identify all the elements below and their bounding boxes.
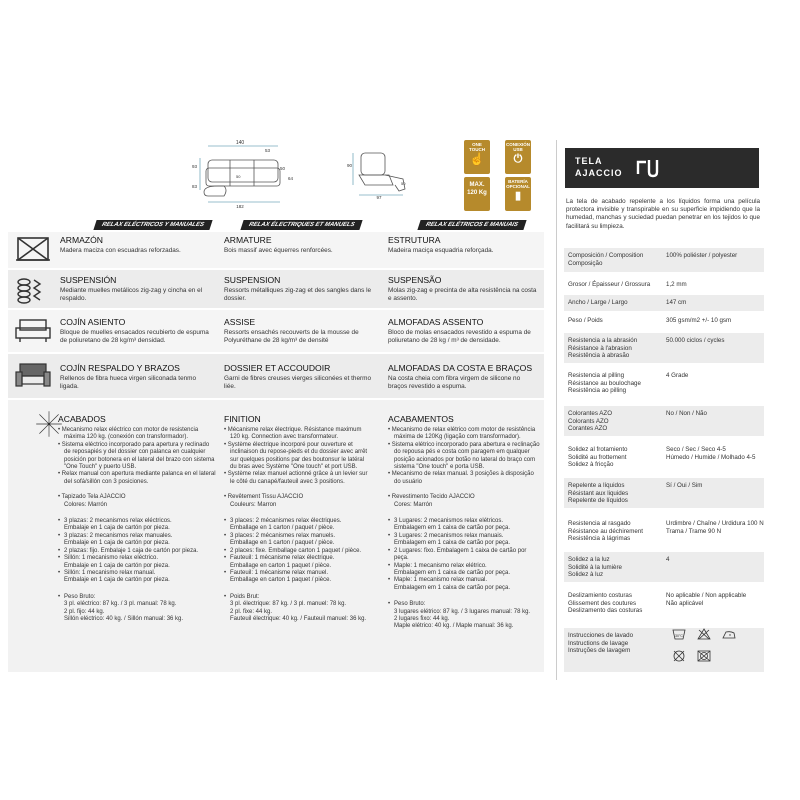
fabric-row	[568, 252, 768, 272]
config-line: • 2 Lugares: fixo. Embalagem 1 caixa de cartão por peça.	[388, 547, 527, 562]
section-text: Rellenos de fibra hueca virgen siliconada tenmo ligada.	[60, 375, 197, 391]
fabric-row-value: 147 cm	[666, 299, 687, 306]
badge-label: CONEXIÓN USB	[505, 142, 530, 152]
fabric-row-value: 4 Grade	[666, 372, 689, 379]
battery-badge	[505, 177, 531, 211]
fabric-panel-divider	[556, 140, 557, 680]
section-title: COJÍN RESPALDO Y BRAZOS	[60, 363, 180, 373]
config-line: • Maple: 1 mecanismo relax manual.	[388, 577, 488, 584]
section-title: SUSPENSION	[224, 275, 281, 285]
fabric-row-label: Resistencia al rasgado Résistance au déchirement Resistência à lágrimas	[568, 520, 643, 543]
weight-title: • Peso Bruto:	[388, 601, 426, 608]
config-line: • 3 plazas: 2 mecanismos relax manuales.	[58, 532, 173, 539]
acabados-fr	[224, 414, 370, 623]
fabric-row	[568, 592, 768, 618]
weight-title: • Peso Bruto:	[58, 593, 96, 600]
config-line: • Fauteuil: 1 mécanisme relax manuel.	[224, 569, 329, 576]
config-item	[224, 533, 370, 548]
config-line: • Maple: 1 mecanismo relax elétrico.	[388, 562, 487, 569]
fabric-row-value: 4	[666, 556, 670, 563]
feature-bullet-text: Relax manual con apertura mediante palanca en el lateral del sofá/sillón con 3 posiciones.	[61, 471, 216, 485]
fabric-row	[568, 337, 768, 363]
fabric-row	[568, 482, 768, 508]
colors-line: Couleurs: Marron	[230, 501, 277, 508]
header-pt	[402, 220, 542, 230]
acabados-title: ACABADOS	[58, 414, 106, 424]
fabric-header	[565, 148, 759, 188]
cojin-respaldo-es	[60, 363, 210, 392]
fabric-header-line1: TELA	[575, 156, 603, 166]
no-bleach-icon	[697, 628, 711, 640]
armazon-pt	[388, 235, 540, 255]
config-line: • 3 Lugares: 2 mecanismos relax manuais.	[388, 532, 504, 539]
weight-line: Maple elétrico: 40 kg. / Maple manual: 36 kg.	[394, 623, 514, 630]
section-text: Madeira maciça esquadria reforçada.	[388, 247, 494, 254]
config-item	[58, 570, 216, 585]
cojin-asiento-pt	[388, 317, 540, 346]
fabric-row-label: Solidez al frotamiento Solidité au frottement Solidez à fricção	[568, 446, 628, 469]
no-tumble-dry-icon	[697, 650, 711, 662]
dim-d1: 53	[265, 148, 271, 153]
section-title: COJÍN ASIENTO	[60, 317, 126, 327]
feature-bullet: • Système relax manuel actionné grâce à un levier sur le côté du canapé/fauteuil avec 3 positions.	[224, 471, 368, 485]
fabric-row	[568, 556, 768, 582]
armazon-es	[60, 235, 210, 255]
dim-d2: 50	[280, 166, 286, 171]
usb-badge	[505, 140, 531, 174]
fabric-row	[568, 281, 768, 293]
config-line: Emballage en 1 carton / paquet / pièce.	[230, 540, 335, 547]
no-dry-clean-icon	[672, 650, 686, 662]
header-es	[88, 220, 218, 230]
weight-line: 2 lugares fixo: 44 kg.	[394, 615, 450, 622]
config-line: • Sillón: 1 mecanismo relax manual.	[58, 569, 156, 576]
config-item	[58, 548, 216, 555]
fabric-row-value: Urdimbre / Chaîne / Urdidura 100 N Trama / Trame 90 N	[666, 520, 764, 535]
section-text: Ressorts métalliques zig-zag et des sangles dans le dossier.	[224, 287, 372, 303]
badge-label: MAX. 120 Kg	[467, 182, 487, 196]
hand-icon: ☝	[469, 152, 485, 166]
fabric-row-label: Repelente a líquidos Résistant aux liquides Repelente de líquidos	[568, 482, 629, 505]
config-line: Emballage en 1 carton / paquet / pièce.	[230, 525, 335, 532]
config-item	[58, 555, 216, 570]
header-pt-label: RELAX ELÉTRICOS E MANUAIS	[418, 220, 527, 230]
config-line: • 3 Lugares: 2 mecanismos relax elétricos.	[388, 518, 504, 525]
header-fr-label: RELAX ÉLECTRIQUES ET MANUELS	[241, 220, 364, 230]
config-line: • Fauteuil: 1 mécanisme relax électrique.	[224, 555, 335, 562]
dim-bottom: 182	[236, 204, 244, 208]
config-item	[224, 555, 370, 570]
colors-line: Colores: Marrón	[64, 501, 108, 508]
weight-line: Fauteuil électrique: 40 kg. / Fauteuil manuel: 36 kg.	[230, 615, 367, 622]
dim-left: 83	[192, 184, 198, 189]
config-line: • Sillón: 1 mecanismo relax eléctrico.	[58, 555, 159, 562]
feature-bullet: • Relax manual con apertura mediante palanca en el lateral del sofá/sillón con 3 posiciones.	[58, 471, 216, 485]
fabric-row	[568, 446, 768, 472]
section-title: DOSSIER ET ACCOUDOIR	[224, 363, 331, 373]
section-text: Molas zig-zag e precinta de alta resistência na costa e assento.	[388, 287, 537, 303]
config-line: Embalaje en 1 caja de cartón por pieza.	[64, 562, 170, 569]
feature-bullet-text: Mecanismo de relax manual. 3 posições à disposição do usuário	[391, 471, 534, 485]
fabric-row	[568, 317, 768, 331]
cojin-asiento-es	[60, 317, 210, 346]
upholstery-line: • Revêtement Tissu AJACCIO	[224, 494, 304, 501]
weight-line: Sillón eléctrico: 40 kg. / Sillón manual: 36 kg.	[64, 615, 184, 622]
feature-bullet: • Système électrique incorporé pour ouverture et inclinaison du repose-pieds et du dossier avec arrêt sur quelques positions par des boutonsur le latéral du bras avec Système "One touch" et port USB.	[224, 441, 368, 471]
config-line: • 2 plazas: fijo. Embalaje 1 caja de cartón por pieza.	[58, 547, 199, 554]
suspension-fr	[224, 275, 372, 304]
acabados-title: FINITION	[224, 414, 261, 424]
sofa-dimension-drawing	[190, 138, 300, 208]
armazon-fr	[224, 235, 372, 255]
config-item	[388, 533, 540, 548]
spring-icon	[14, 274, 52, 306]
fabric-row-label: Composición / Composition Composição	[568, 252, 644, 267]
upholstery-text: Revestimento Tecido AJACCIO	[391, 494, 475, 501]
config-item	[224, 518, 370, 533]
dim-h2: 50	[236, 174, 241, 179]
cojin-respaldo-fr	[224, 363, 372, 392]
fabric-row-label: Solidez a la luz Solidité à la lumière Solidez à luz	[568, 556, 622, 579]
feature-bullet: • Mecanismo de relax manual. 3 posições à disposição do usuário	[388, 471, 534, 485]
upholstery-text: Tapizado Tela AJACCIO	[61, 494, 126, 501]
config-item	[224, 570, 370, 585]
usb-icon: ⏻	[513, 153, 523, 165]
badge-label: BATERÍA OPCIONAL	[506, 179, 530, 189]
config-line: Emballage en carton 1 paquet / pièce.	[230, 577, 332, 584]
config-item	[58, 518, 216, 533]
feature-bullet-text: Sistema eléctrico incorporado para apertura y reclinado de reposapiés y del dossier con palanca en cualquier posición por botonera en el lateral del brazo con sistema "One Touch" y puerto USB.	[61, 441, 215, 471]
cojin-respaldo-pt	[388, 363, 540, 392]
section-text: Bois massif avec équerres renforcées.	[224, 247, 333, 254]
section-title: ASSISE	[224, 317, 256, 327]
upholstery-line: • Tapizado Tela AJACCIO	[58, 494, 126, 501]
dim-h1: 93	[192, 164, 198, 169]
header-es-label: RELAX ELÉCTRICOS Y MANUALES	[93, 220, 212, 230]
feature-bullet: • Mecanismo de relax elétrico com motor de resistência máxima de 120Kg (ligação com transformador).	[388, 427, 536, 441]
fabric-row-value: No aplicable / Non applicable Não aplicável	[666, 592, 747, 607]
iron-low-icon	[722, 628, 736, 640]
fabric-row	[568, 632, 768, 672]
config-line: Embalagem em 1 caixa de cartão por peça.	[394, 525, 511, 532]
weight-line: 2 pl. fixe: 44 kg.	[230, 608, 273, 615]
fabric-row-label: Resistencia al pilling Résistance au boulochage Resistência ao pilling	[568, 372, 641, 395]
weight-line: 2 pl. fijo: 44 kg.	[64, 608, 105, 615]
feature-bullet: • Sistema eléctrico incorporado para apertura y reclinado de reposapiés y del dossier con palanca en cualquier posición por botonera en el lateral del brazo con sistema "One Touch" y puerto USB.	[58, 441, 215, 471]
fabric-row-value: 50.000 ciclos / cycles	[666, 337, 725, 344]
section-text: Bloco de molas ensacados revestido a espuma de poliuretano de 28 kg / m³ de densidade.	[388, 329, 531, 345]
cojin-asiento-fr	[224, 317, 372, 346]
section-title: ARMAZÓN	[60, 235, 103, 245]
config-item	[388, 548, 540, 563]
fabric-row	[568, 410, 768, 436]
fabric-row	[568, 372, 768, 398]
fabric-row-label: Resistencia a la abrasión Résistance à l'abrasion Resistência à abrasão	[568, 337, 638, 360]
fabric-row-label: Instrucciones de lavado Instructions de lavage Instruções de lavagem	[568, 632, 634, 655]
dim-d3: 64	[288, 176, 294, 181]
fabric-row-value: 1,2 mm	[666, 281, 687, 288]
chair-dimension-drawing	[345, 145, 415, 200]
acabados-pt	[388, 414, 540, 631]
config-line: • 3 places: 2 mécanismes relax manuels.	[224, 532, 336, 539]
config-item	[388, 577, 540, 592]
battery-icon: ▮	[514, 190, 522, 202]
upholstery-text: Revêtement Tissu AJACCIO	[227, 494, 304, 501]
chair-dim-d2: 50	[401, 181, 406, 186]
svg-text:30°C: 30°C	[674, 634, 684, 638]
config-line: Embalagem em 1 caixa de cartão por peça.	[394, 584, 511, 591]
section-title: ESTRUTURA	[388, 235, 441, 245]
config-line: • 2 places: fixe. Emballage carton 1 paquet / pièce.	[224, 547, 362, 554]
chair-dim-d1: 97	[376, 195, 382, 200]
config-line: Embalaje en 1 caja de cartón por pieza.	[64, 540, 170, 547]
fabric-row	[568, 299, 768, 311]
fabric-row	[568, 520, 768, 548]
upholstery-line: • Revestimento Tecido AJACCIO	[388, 494, 475, 501]
fabric-row-label: Colorantes AZO Colorants AZO Corantes AZO	[568, 410, 613, 433]
fabric-row-label: Peso / Poids	[568, 317, 603, 324]
section-text: Garni de fibres creuses vierges siliconées et thermo liée.	[224, 375, 372, 391]
fabric-row-value: 305 gsm/m2 +/- 10 gsm	[666, 317, 732, 324]
acabados-title: ACABAMENTOS	[388, 414, 454, 424]
weight-line: 3 lugares elétrico: 87 kg. / 3 lugares manual: 78 kg.	[394, 608, 531, 615]
section-text: Na costa cheia com fibra virgem de silicone no braços revestido a espuma.	[388, 375, 521, 391]
one-touch-badge	[464, 140, 490, 174]
config-line: Embalaje en 1 caja de cartón por pieza.	[64, 577, 170, 584]
fabric-row-value: Sí / Oui / Sim	[666, 482, 703, 489]
config-item	[58, 533, 216, 548]
seat-cushion-icon	[14, 314, 52, 346]
fabric-row-value: No / Non / Não	[666, 410, 707, 417]
fabric-row-value: 100% poliéster / polyester	[666, 252, 738, 259]
config-line: • 3 plazas: 2 mecanismos relax eléctricos.	[58, 518, 172, 525]
fabric-row-label: Deslizamiento costuras Glissement des coutures Deslizamento das costuras	[568, 592, 643, 615]
fabric-intro: La tela de acabado repelente a los líquidos forma una película protectora invisible y transpirable en su superficie impidiendo que la humedad, manchas y suciedad puedan penetrar en los tejidos lo que facilitará su limpieza.	[566, 198, 760, 230]
section-title: SUSPENSÃO	[388, 275, 442, 285]
suspension-es	[60, 275, 210, 304]
config-line: Embalaje en 1 caja de cartón por pieza.	[64, 525, 170, 532]
fabric-row-label: Ancho / Large / Largo	[568, 299, 628, 306]
acabados-es	[58, 414, 216, 623]
frame-icon	[14, 234, 52, 266]
config-line: Embalagem em 1 caixa de cartão por peça.	[394, 569, 511, 576]
weight-title: • Poids Brut:	[224, 593, 260, 600]
dim-width-top: 140	[235, 140, 245, 146]
fabric-row-value: Seco / Sec / Seco 4-5 Húmedo / Humide / Molhado 4-5	[666, 446, 756, 461]
wash-30-icon	[672, 628, 686, 640]
feature-bullet-text: Mecanismo de relax elétrico com motor de resistência máxima de 120Kg (ligação com transformador).	[391, 427, 536, 441]
feature-bullet: • Mecanismo relax eléctrico con motor de resistencia máxima 120 kg. (conexión con transformador).	[58, 427, 199, 441]
config-item	[224, 548, 370, 555]
feature-bullet: • Mécanisme relax électrique. Résistance maximum 120 kg. Connection avec transformateur.	[224, 427, 362, 441]
max-weight-badge	[464, 177, 490, 211]
section-title: SUSPENSIÓN	[60, 275, 117, 285]
suspension-pt	[388, 275, 540, 304]
colors-line: Cores: Marrón	[394, 501, 433, 508]
badge-label: ONE TOUCH	[469, 142, 485, 152]
weight-line: 3 pl. électrique: 87 kg. / 3 pl. manuel: 78 kg.	[230, 601, 347, 608]
fabric-row-label: Grosor / Épaisseur / Grossura	[568, 281, 651, 288]
section-title: ALMOFADAS ASSENTO	[388, 317, 484, 327]
fabric-header-line2: AJACCIO	[575, 168, 623, 178]
section-text: Mediante muelles metálicos zig-zag y cincha en el respaldo.	[60, 287, 203, 303]
feature-bullet-text: Système électrique incorporé pour ouverture et inclinaison du repose-pieds et du dossier avec arrêt sur quelques positions par des boutonsur le latéral du bras avec Système "One touch" et port USB.	[227, 441, 368, 471]
fabric-logo-icon	[635, 156, 661, 178]
section-title: ALMOFADAS DA COSTA E BRAÇOS	[388, 363, 533, 373]
section-text: Ressorts ensachés recouverts de la mousse de Polyuréthane de 28 kg/m³ de densité	[224, 329, 359, 345]
feature-bullet: • Sistema elétrico incorporado para abertura e reclinação do repousa pés e costa com paragem em qualquer posição acionados por botão no lateral do braço com sistema "One touch" e porta USB.	[388, 441, 540, 471]
config-line: Emballage en carton 1 paquet / pièce.	[230, 562, 332, 569]
feature-bullet-text: Mécanisme relax électrique. Résistance maximum 120 kg. Connection avec transformateur.	[227, 427, 362, 441]
feature-bullet-text: Mecanismo relax eléctrico con motor de resistencia máxima 120 kg. (conexión con transformador).	[61, 427, 199, 441]
chair-dim-h: 90	[347, 163, 353, 168]
config-line: • 3 places: 2 mécanismes relax électriques.	[224, 518, 342, 525]
back-cushion-icon	[14, 360, 52, 392]
config-item	[388, 518, 540, 533]
config-item	[388, 563, 540, 578]
feature-bullet-text: Système relax manuel actionné grâce à un levier sur le côté du canapé/fauteuil avec 3 positions.	[227, 471, 368, 485]
header-fr	[232, 220, 372, 230]
feature-bullet-text: Sistema elétrico incorporado para abertura e reclinação do repousa pés e costa com paragem em qualquer posição acionados por botão no lateral do braço com sistema "One touch" e porta USB.	[391, 441, 540, 471]
section-text: Madera maciza con escuadras reforzadas.	[60, 247, 181, 254]
weight-line: 3 pl. eléctrico: 87 kg. / 3 pl. manual: 78 kg.	[64, 601, 177, 608]
config-line: Embalagem em 1 caixa de cartão por peça.	[394, 540, 511, 547]
section-title: ARMATURE	[224, 235, 272, 245]
section-text: Bloque de muelles ensacados recubierto de espuma de poliuretano de 28 kg/m³ densidad.	[60, 329, 209, 345]
